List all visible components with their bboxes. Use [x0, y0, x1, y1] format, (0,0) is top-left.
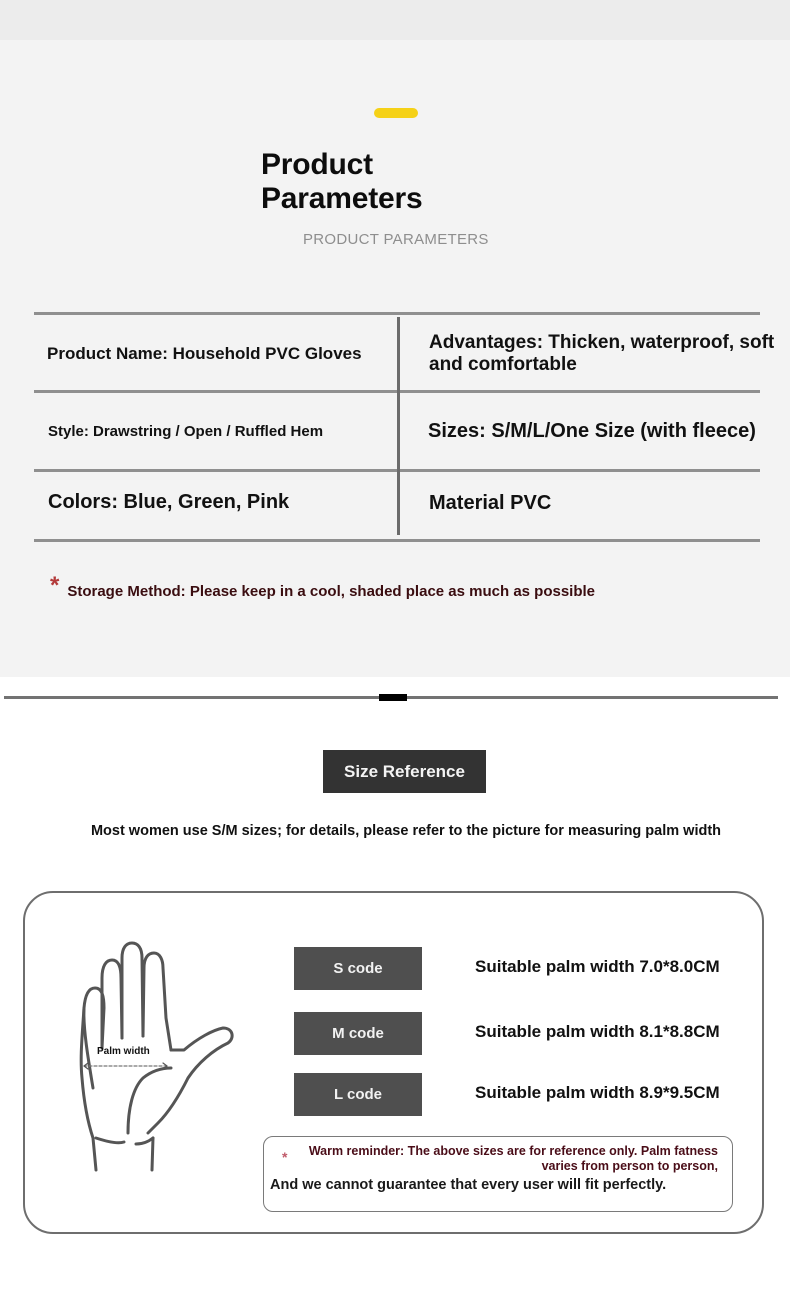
top-band [0, 0, 790, 40]
reminder-line-2: And we cannot guarantee that every user will fit perfectly. [270, 1177, 667, 1193]
warm-reminder-box [263, 1136, 733, 1212]
title-line-1: Product [261, 148, 373, 181]
table-rule [34, 539, 760, 542]
table-rule [34, 312, 760, 315]
param-material: Material PVC [429, 492, 552, 514]
title-line-2: Parameters [261, 182, 423, 215]
size-note: Most women use S/M sizes; for details, please refer to the picture for measuring palm width [90, 823, 722, 839]
param-colors: Colors: Blue, Green, Pink [48, 491, 290, 513]
asterisk-icon: * [50, 572, 60, 599]
size-code-l: L code [294, 1073, 422, 1116]
size-code-s: S code [294, 947, 422, 990]
divider-marker [379, 694, 407, 701]
storage-text: Storage Method: Please keep in a cool, shaded place as much as possible [67, 583, 596, 600]
reminder-line-1: Warm reminder: The above sizes are for reference only. Palm fatness varies from person to person, [308, 1144, 718, 1173]
page-subtitle: PRODUCT PARAMETERS [303, 231, 489, 248]
palm-width-label: Palm width [97, 1046, 150, 1057]
param-product-name: Product Name: Household PVC Gloves [47, 344, 362, 363]
hand-diagram-icon [68, 938, 238, 1174]
param-advantages: Advantages: Thicken, waterproof, soft and comfortable [429, 332, 775, 375]
storage-note [50, 572, 596, 600]
param-sizes: Sizes: S/M/L/One Size (with fleece) [428, 420, 756, 442]
asterisk-icon: * [282, 1149, 288, 1165]
table-column-divider [397, 317, 400, 535]
size-range-l: Suitable palm width 8.9*9.5CM [475, 1083, 720, 1102]
size-range-m: Suitable palm width 8.1*8.8CM [475, 1022, 720, 1041]
page-title [261, 148, 422, 216]
accent-bar [374, 108, 418, 118]
param-style: Style: Drawstring / Open / Ruffled Hem [48, 423, 324, 440]
size-range-s: Suitable palm width 7.0*8.0CM [475, 957, 720, 976]
size-reference-heading: Size Reference [323, 750, 486, 793]
size-code-m: M code [294, 1012, 422, 1055]
